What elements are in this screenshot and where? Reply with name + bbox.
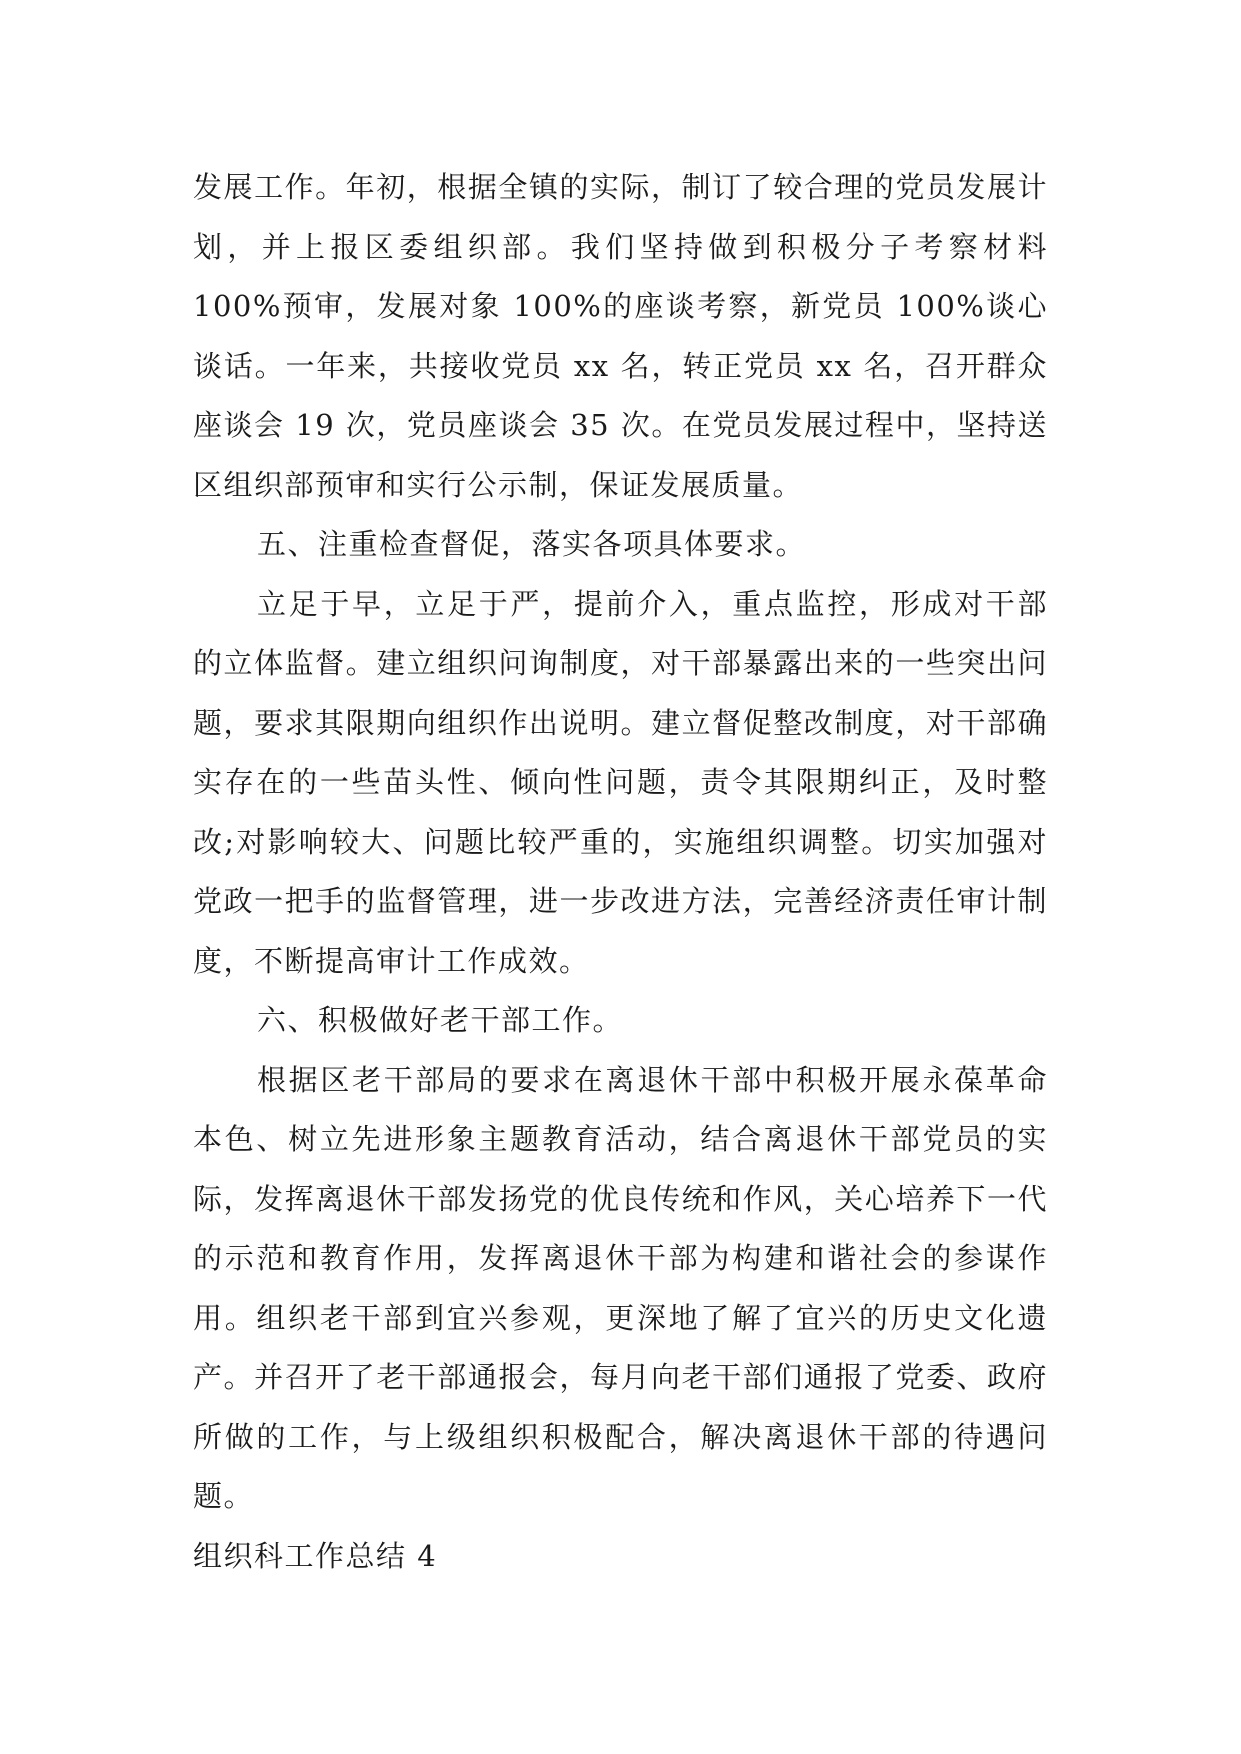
paragraph-party-development: 发展工作。年初，根据全镇的实际，制订了较合理的党员发展计划，并上报区委组织部。我们坚持做到积极分子考察材料 100%预审，发展对象 100%的座谈考察，新党员 100%谈心谈话。一年来，共接收党员 xx 名，转正党员 xx 名，召开群众座谈会 19 次，党员座谈会 35 次。在党员发展过程中，坚持送区组织部预审和实行公示制，保证发展质量。 [193, 170, 1048, 502]
section-title: 组织科工作总结 4 [193, 1538, 438, 1573]
heading-section-five: 五、注重检查督促，落实各项具体要求。 [257, 527, 807, 561]
document-body [193, 158, 1048, 1586]
heading-section-six: 六、积极做好老干部工作。 [257, 1003, 624, 1037]
paragraph-retired-cadres: 根据区老干部局的要求在离退休干部中积极开展永葆革命本色、树立先进形象主题教育活动，结合离退休干部党员的实际，发挥离退休干部发扬党的优良传统和作风，关心培养下一代的示范和教育作用，发挥离退休干部为构建和谐社会的参谋作用。组织老干部到宜兴参观，更深地了解了宜兴的历史文化遗产。并召开了老干部通报会，每月向老干部们通报了党委、政府所做的工作，与上级组织积极配合，解决离退休干部的待遇问题。 [193, 1062, 1048, 1513]
paragraph-supervision: 立足于早，立足于严，提前介入，重点监控，形成对干部的立体监督。建立组织问询制度，对干部暴露出来的一些突出问题，要求其限期向组织作出说明。建立督促整改制度，对干部确实存在的一些苗头性、倾向性问题，责令其限期纠正，及时整改;对影响较大、问题比较严重的，实施组织调整。切实加强对党政一把手的监督管理，进一步改进方法，完善经济责任审计制度，不断提高审计工作成效。 [193, 586, 1048, 978]
